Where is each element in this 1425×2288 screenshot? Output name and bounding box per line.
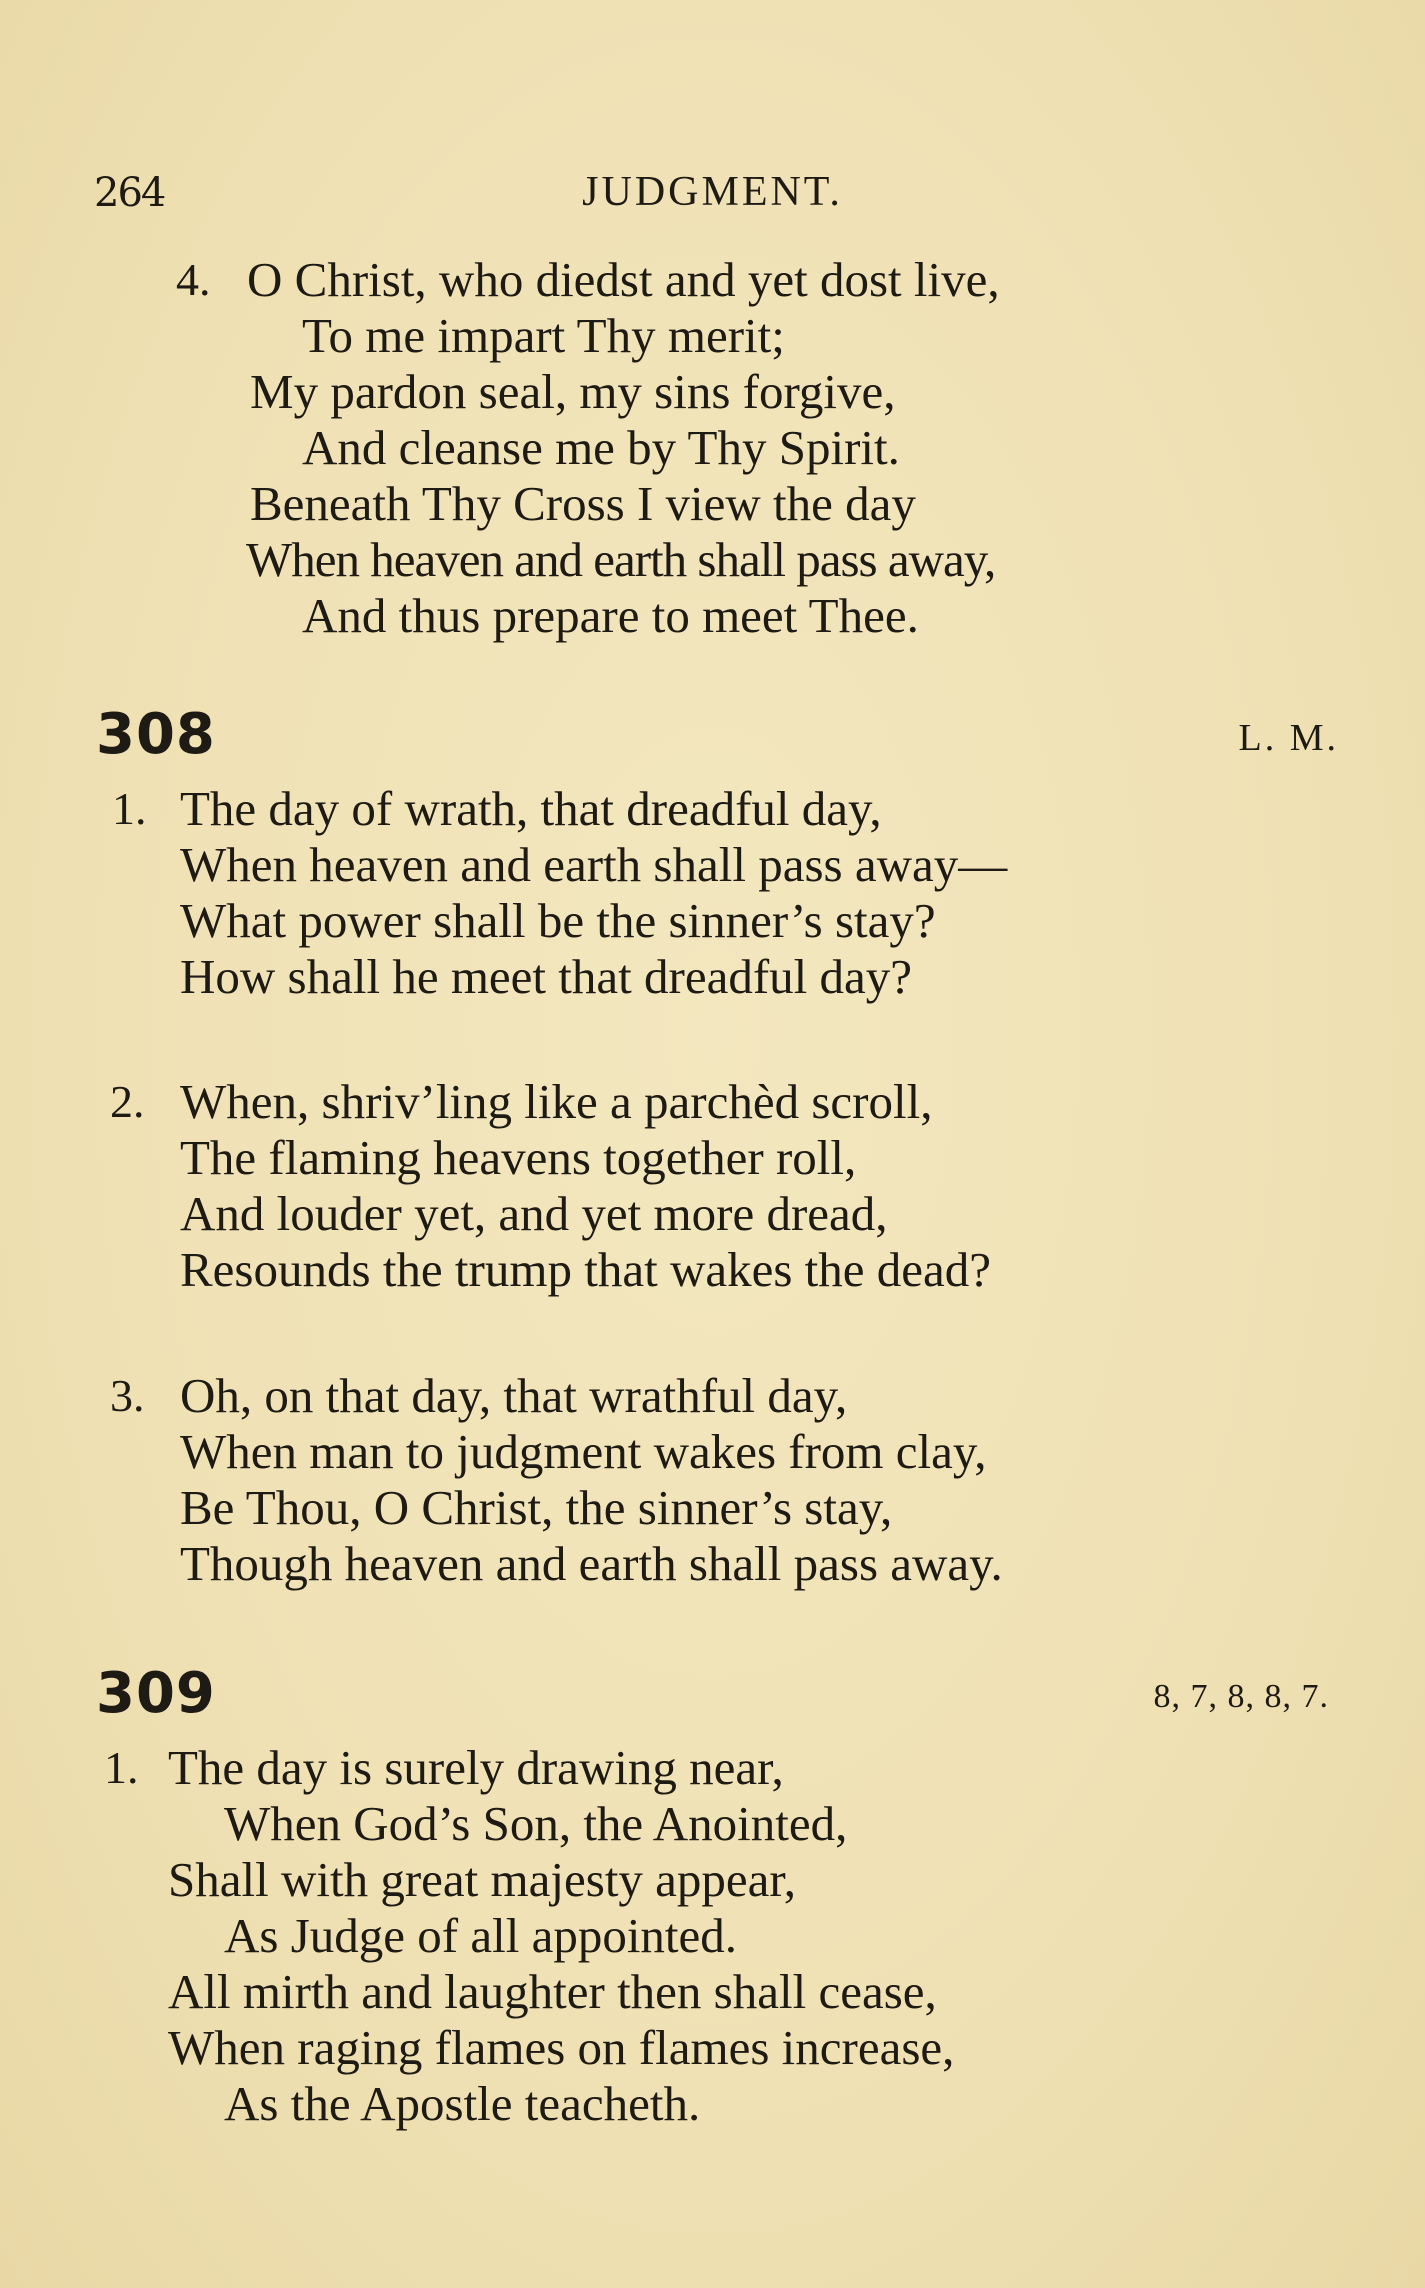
verse-number: 1. <box>112 783 147 834</box>
verse-line: To me impart Thy merit; <box>302 308 785 363</box>
verse-line: And thus prepare to meet Thee. <box>302 588 919 643</box>
verse-number: 4. <box>176 254 211 305</box>
verse-line: As Judge of all appointed. <box>224 1908 738 1963</box>
hymn-number: 308 <box>96 702 216 767</box>
verse-line: When, shriv’ling like a parchèd scroll, <box>180 1074 933 1129</box>
verse-line: The flaming heavens together roll, <box>180 1130 857 1185</box>
verse-line: My pardon seal, my sins forgive, <box>250 364 896 419</box>
running-title: JUDGMENT. <box>582 169 843 215</box>
page-header <box>0 162 1425 222</box>
hymn-meter: 8, 7, 8, 8, 7. <box>1153 1678 1329 1715</box>
page-number: 264 <box>94 170 165 216</box>
verse-line: Resounds the trump that wakes the dead? <box>180 1242 992 1297</box>
verse-line: As the Apostle teacheth. <box>224 2076 701 2131</box>
verse-line: Oh, on that day, that wrathful day, <box>180 1368 848 1423</box>
verse-line: And cleanse me by Thy Spirit. <box>302 420 900 475</box>
verse-line: When God’s Son, the Anointed, <box>224 1796 848 1851</box>
verse-line: Though heaven and earth shall pass away. <box>180 1536 1003 1591</box>
verse-line: And louder yet, and yet more dread, <box>180 1186 888 1241</box>
verse-line: Shall with great majesty appear, <box>168 1852 797 1907</box>
verse-line: When heaven and earth shall pass away, <box>246 532 996 587</box>
verse-line: The day is surely drawing near, <box>168 1740 784 1795</box>
verse-line: When raging flames on flames increase, <box>168 2020 955 2075</box>
verse-number: 2. <box>110 1076 145 1127</box>
hymn-309-header <box>0 1659 1425 1729</box>
verse-line: What power shall be the sinner’s stay? <box>180 893 936 948</box>
verse-line: All mirth and laughter then shall cease, <box>168 1964 937 2019</box>
hymn-number: 309 <box>96 1661 216 1726</box>
verse-line: The day of wrath, that dreadful day, <box>180 781 882 836</box>
verse-line: When man to judgment wakes from clay, <box>180 1424 987 1479</box>
verse-line: O Christ, who diedst and yet dost live, <box>247 252 1000 307</box>
hymn-meter: L. M. <box>1238 717 1339 759</box>
verse-line: When heaven and earth shall pass away— <box>180 837 1008 892</box>
verse-number: 3. <box>110 1370 145 1421</box>
verse-line: Beneath Thy Cross I view the day <box>250 476 916 531</box>
verse-line: How shall he meet that dreadful day? <box>180 949 913 1004</box>
verse-line: Be Thou, O Christ, the sinner’s stay, <box>180 1480 893 1535</box>
verse-number: 1. <box>104 1742 139 1793</box>
hymn-308-header <box>0 700 1425 770</box>
